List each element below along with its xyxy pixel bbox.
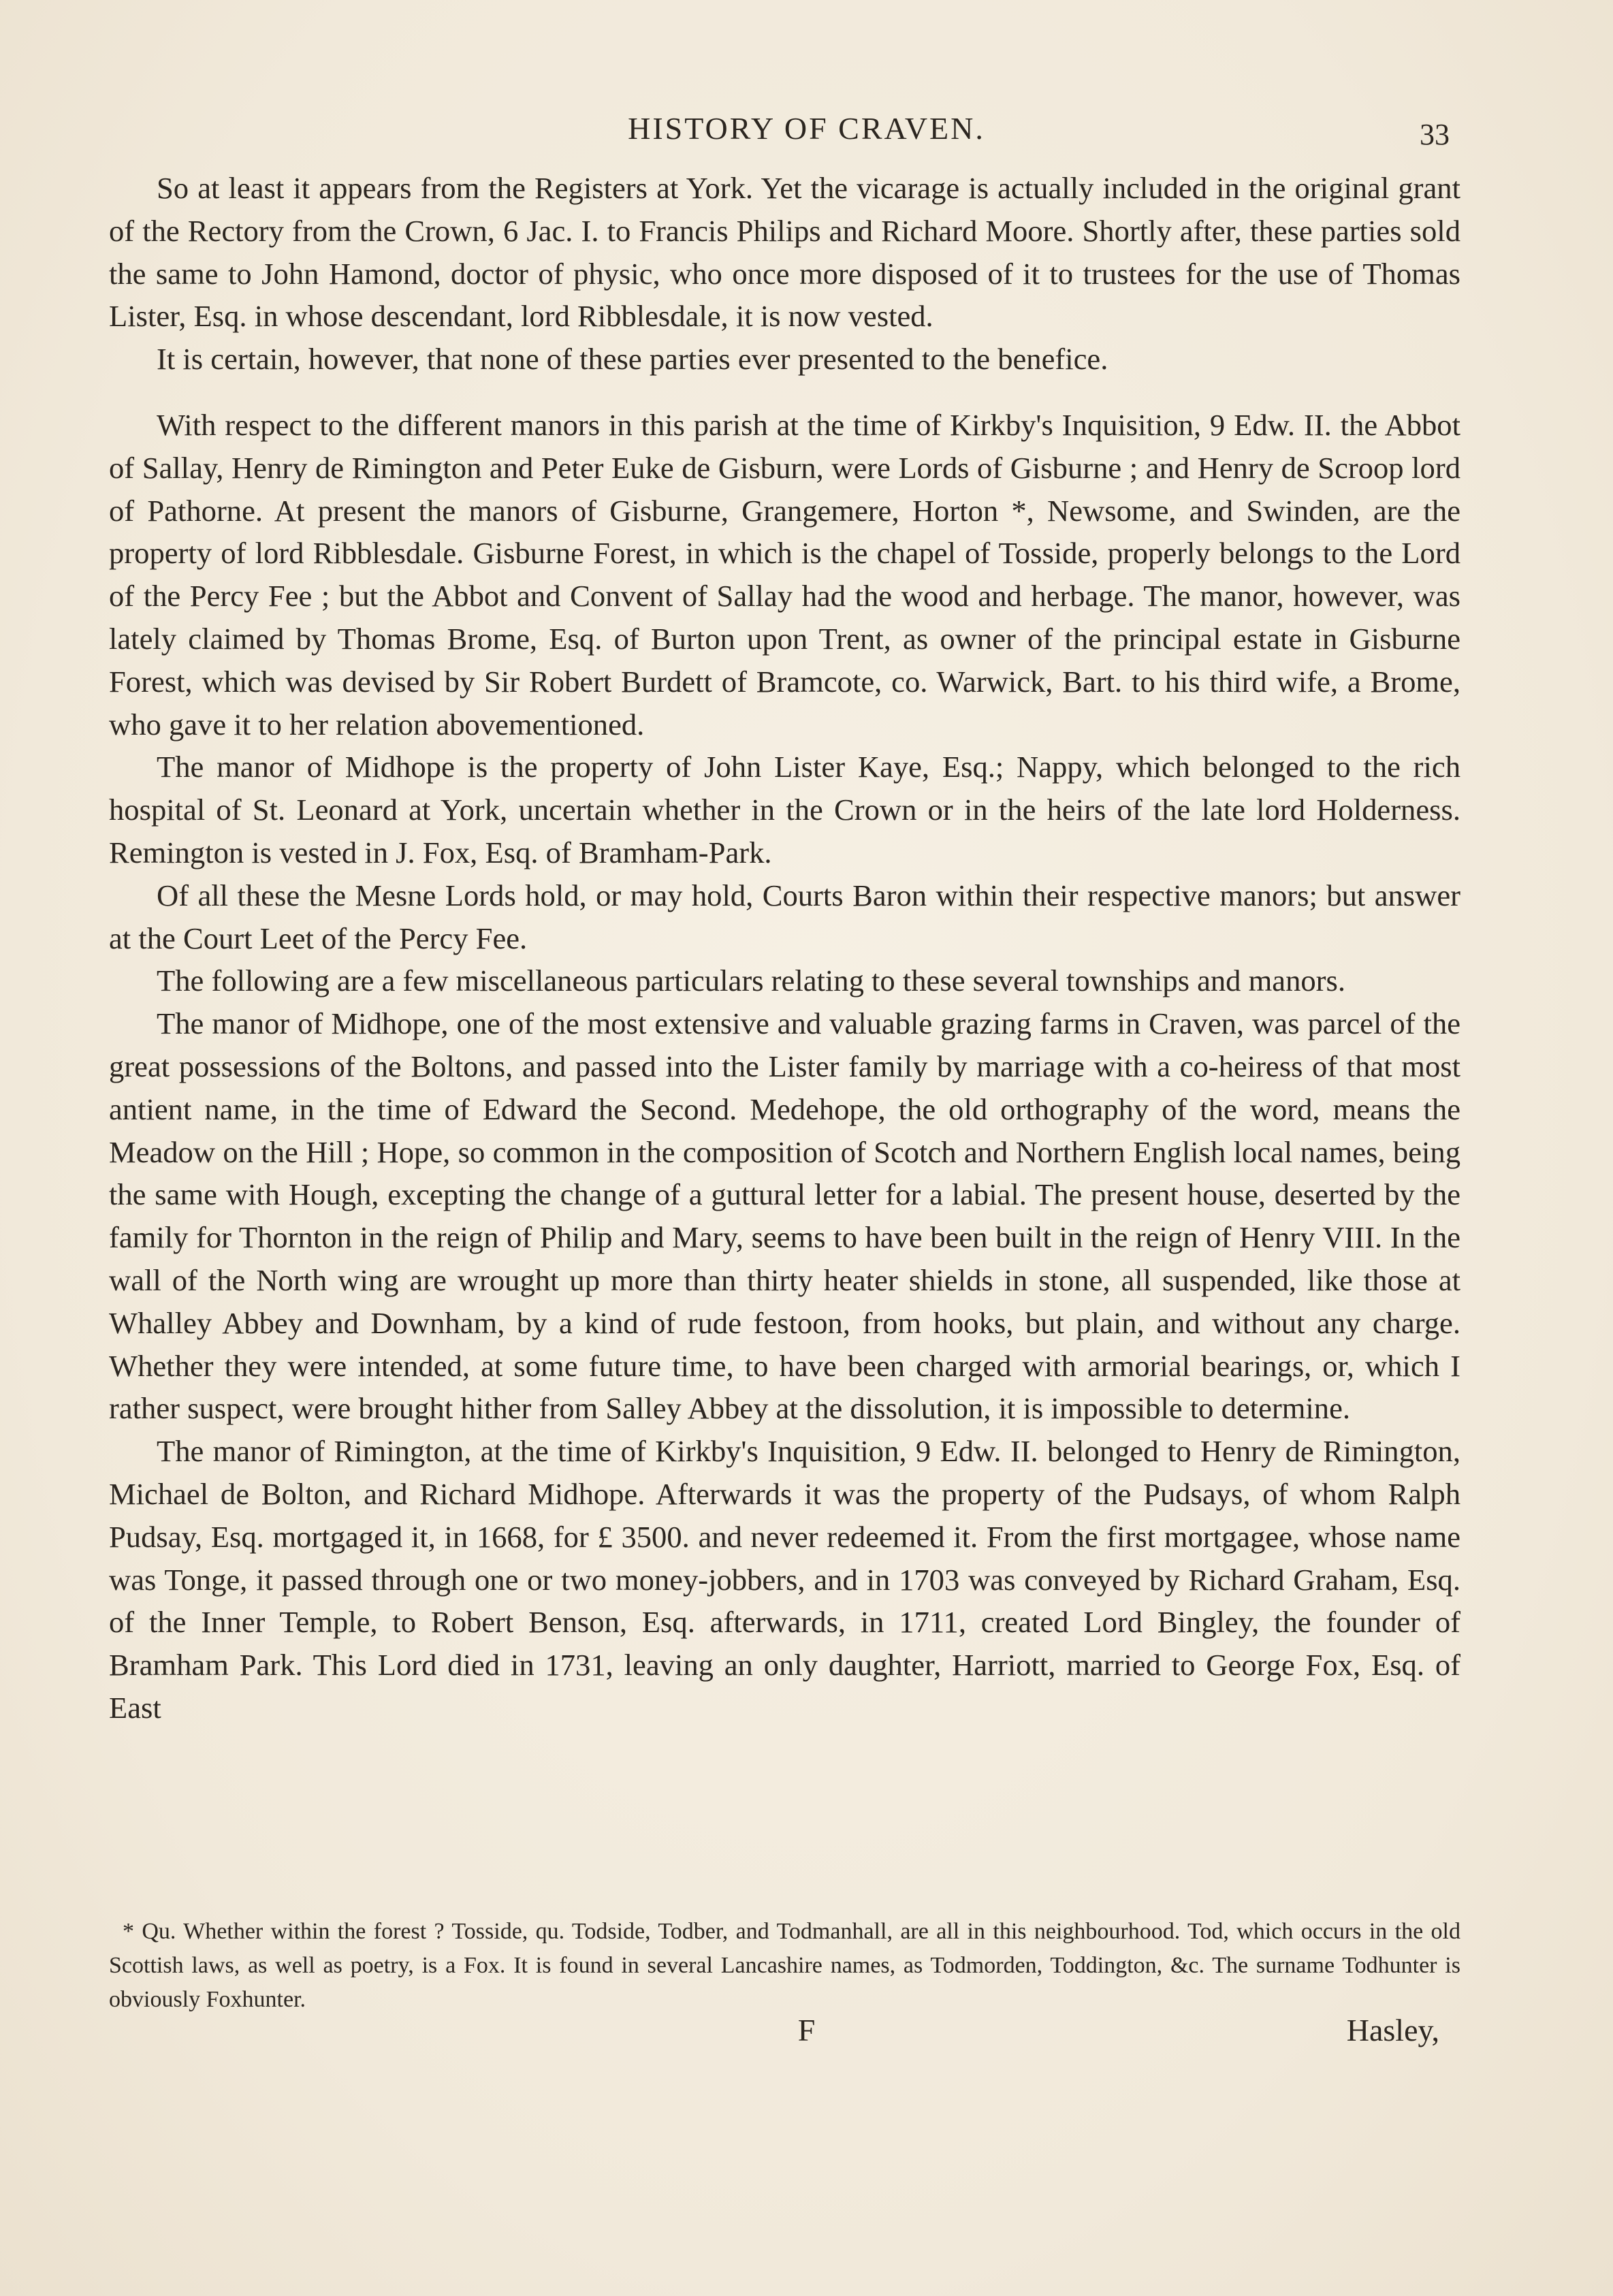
paragraph: The following are a few miscellaneous particulars relating to these several townships and manors. xyxy=(157,963,1346,998)
paragraph: So at least it appears from the Registers at York. Yet the vicarage is actually included in the original grant of the Rectory from the Crown, 6 Jac. I. to Francis Philips and Richard Moore. Shortly after, these parties sold the same to John Hamond, doctor of physic, who once more disposed of it to trustees for the use of Thomas Lister, Esq. in whose descendant, lord Ribblesdale, it is now vested. xyxy=(109,171,1460,334)
paragraph: With respect to the different manors in this parish at the time of Kirkby's Inquisition, 9 Edw. II. the Abbot of Sallay, Henry de Rimington and Peter Euke de Gisburn, were Lords of Gisburne ; and Henry de Scroop lord of Pathorne. At present the manors of Gisburne, Grangemere, Horton *, Newsome, and Swinden, are the property of lord Ribblesdale. Gisburne Forest, in which is the chapel of Tosside, properly belongs to the Lord of the Percy Fee ; but the Abbot and Convent of Sallay had the wood and herbage. The manor, however, was lately claimed by Thomas Brome, Esq. of Burton upon Trent, as owner of the principal estate in Gisburne Forest, which was devised by Sir Robert Burdett of Bramcote, co. Warwick, Bart. to his third wife, a Brome, who gave it to her relation abovementioned. xyxy=(109,407,1460,742)
paragraph: The manor of Midhope is the property of John Lister Kaye, Esq.; Nappy, which belonged to the rich hospital of St. Leonard at York, uncertain whether in the Crown or in the heirs of the late lord Holderness. Remington is vested in J. Fox, Esq. of Bramham-Park. xyxy=(109,750,1460,870)
signature-mark: F xyxy=(797,2013,816,2047)
body-text xyxy=(109,167,1460,1729)
paragraph: Of all these the Mesne Lords hold, or may hold, Courts Baron within their respective manors; but answer at the Court Leet of the Percy Fee. xyxy=(109,878,1460,955)
page-number: 33 xyxy=(1420,118,1450,151)
page-header xyxy=(0,102,1613,157)
catchword: Hasley, xyxy=(1346,2013,1439,2047)
paragraph: The manor of Midhope, one of the most extensive and valuable grazing farms in Craven, was parcel of the great possessions of the Boltons, and passed into the Lister family by marriage with a co-heiress of that most antient name, in the time of Edward the Second. Medehope, the old orthography of the word, means the Meadow on the Hill ; Hope, so common in the composition of Scotch and Northern English local names, being the same with Hough, excepting the change of a guttural letter for a labial. The present house, deserted by the family for Thornton in the reign of Philip and Mary, seems to have been built in the reign of Henry VIII. In the wall of the North wing are wrought up more than thirty heater shields in stone, all suspended, like those at Whalley Abbey and Downham, by a kind of rude festoon, from hooks, but plain, and without any charge. Whether they were intended, at some future time, to have been charged with armorial bearings, or, which I rather suspect, were brought hither from Salley Abbey at the dissolution, it is impossible to determine. xyxy=(109,1006,1460,1426)
paragraph: It is certain, however, that none of these parties ever presented to the benefice. xyxy=(157,342,1108,377)
paragraph: The manor of Rimington, at the time of Kirkby's Inquisition, 9 Edw. II. belonged to Henry de Rimington, Michael de Bolton, and Richard Midhope. Afterwards it was the property of the Pudsays, of whom Ralph Pudsay, Esq. mortgaged it, in 1668, for £ 3500. and never redeemed it. From the first mortgagee, whose name was Tonge, it passed through one or two money-jobbers, and in 1703 was conveyed by Richard Graham, Esq. of the Inner Temple, to Robert Benson, Esq. afterwards, in 1711, created Lord Bingley, the founder of Bramham Park. This Lord died in 1731, leaving an only daughter, Harriott, married to George Fox, Esq. of East xyxy=(109,1434,1460,1725)
footnote: * Qu. Whether within the forest ? Tosside, qu. Todside, Todber, and Todmanhall, are all in this neighbourhood. Tod, which occurs in the old Scottish laws, as well as poetry, is a Fox. It is found in several Lancashire names, as Todmorden, Toddington, &c. The surname Todhunter is obviously Foxhunter. xyxy=(109,1919,1460,2012)
running-title: HISTORY OF CRAVEN. xyxy=(628,111,985,146)
